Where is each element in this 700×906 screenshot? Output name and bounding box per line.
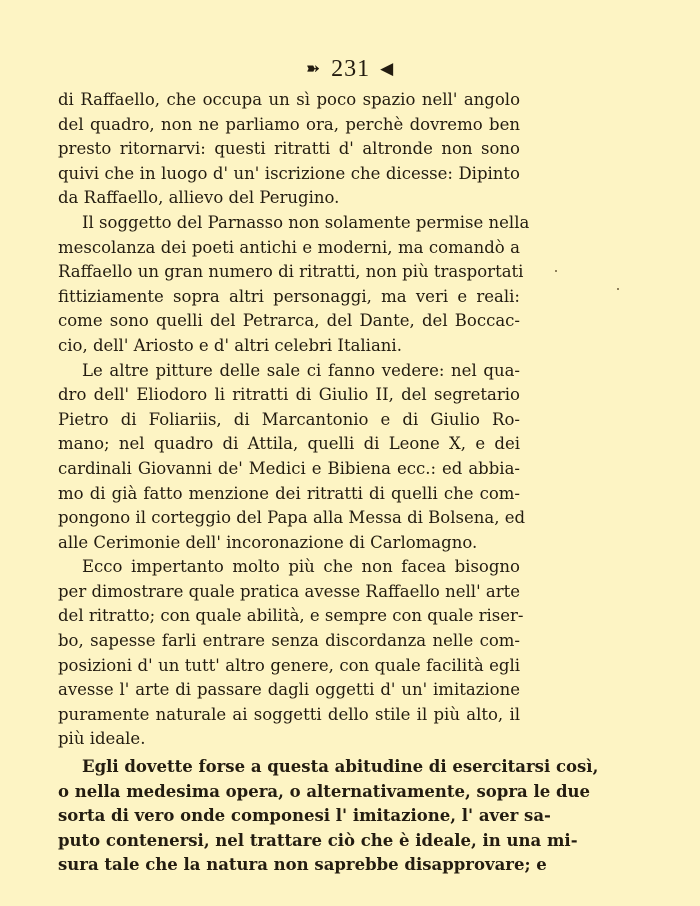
text-line: pongono il corteggio del Papa alla Messa di Bolsena, ed [58,508,526,528]
text-line: fittiziamente sopra altri personaggi, ma veri e reali: [58,286,520,306]
text-line: Il soggetto del Parnasso non solamente permise nella [82,212,530,232]
text-line: mo di già fatto menzione dei ritratti di quelli che com- [58,483,520,503]
text-line: puramente naturale ai soggetti dello stile il più alto, il [58,704,520,724]
text-line: del quadro, non ne parliamo ora, perchè dovremo ben [58,114,520,134]
body-text [58,88,599,878]
text-line: avesse l' arte di passare dagli oggetti d' un' imitazione [58,680,520,700]
text-line: dro dell' Eliodoro li ritratti di Giulio II, del segretario [58,385,520,405]
text-line: mescolanza dei poeti antichi e moderni, ma comandò a [58,237,520,257]
text-line: mano; nel quadro di Attila, quelli di Leone X, e dei [58,434,520,454]
text-line: Pietro di Foliariis, di Marcantonio e di Giulio Ro- [58,409,520,429]
text-line: più ideale. [58,729,146,749]
text-line: Raffaello un gran numero di ritratti, non più trasportati [58,262,524,282]
text-line: posizioni d' un tutt' altro genere, con quale facilità egli [58,655,520,675]
ornament-left-icon: ➽ [305,59,322,78]
page-number: 231 [331,56,371,82]
text-line: sura tale che la natura non saprebbe disapprovare; e [58,855,547,875]
text-line: Ecco impertanto molto più che non facea bisogno [82,557,520,577]
page-header [0,56,700,83]
text-line: sorta di vero onde componesi l' imitazione, l' aver sa- [58,806,551,826]
text-line: quivi che in luogo d' un' iscrizione che dicesse: Dipinto [58,163,520,183]
text-line: presto ritornarvi: questi ritratti d' altronde non sono [58,139,520,159]
text-line: Le altre pitture delle sale ci fanno vedere: nel qua- [82,360,520,380]
text-line: puto contenersi, nel trattare ciò che è ideale, in una mi- [58,830,578,850]
text-line: Egli dovette forse a questa abitudine di esercitarsi così, [82,757,599,777]
text-line: di Raffaello, che occupa un sì poco spazio nell' angolo [58,90,520,109]
text-line: da Raffaello, allievo del Perugino. [58,188,340,208]
paper-speck [617,288,619,290]
text-line: del ritratto; con quale abilità, e sempre con quale riser- [58,606,524,626]
text-line: per dimostrare quale pratica avesse Raffaello nell' arte [58,581,520,601]
text-line: cio, dell' Ariosto e d' altri celebri Italiani. [58,335,402,355]
text-line: alle Cerimonie dell' incoronazione di Carlomagno. [58,532,478,552]
paper-speck [555,270,557,272]
ornament-right-icon: ◀ [380,59,395,78]
text-line: come sono quelli del Petrarca, del Dante, del Boccac- [58,311,520,331]
text-line: cardinali Giovanni de' Medici e Bibiena ecc.: ed abbia- [58,458,520,478]
text-line: o nella medesima opera, o alternativamente, sopra le due [58,781,591,801]
text-line: bo, sapesse farli entrare senza discordanza nelle com- [58,631,520,651]
